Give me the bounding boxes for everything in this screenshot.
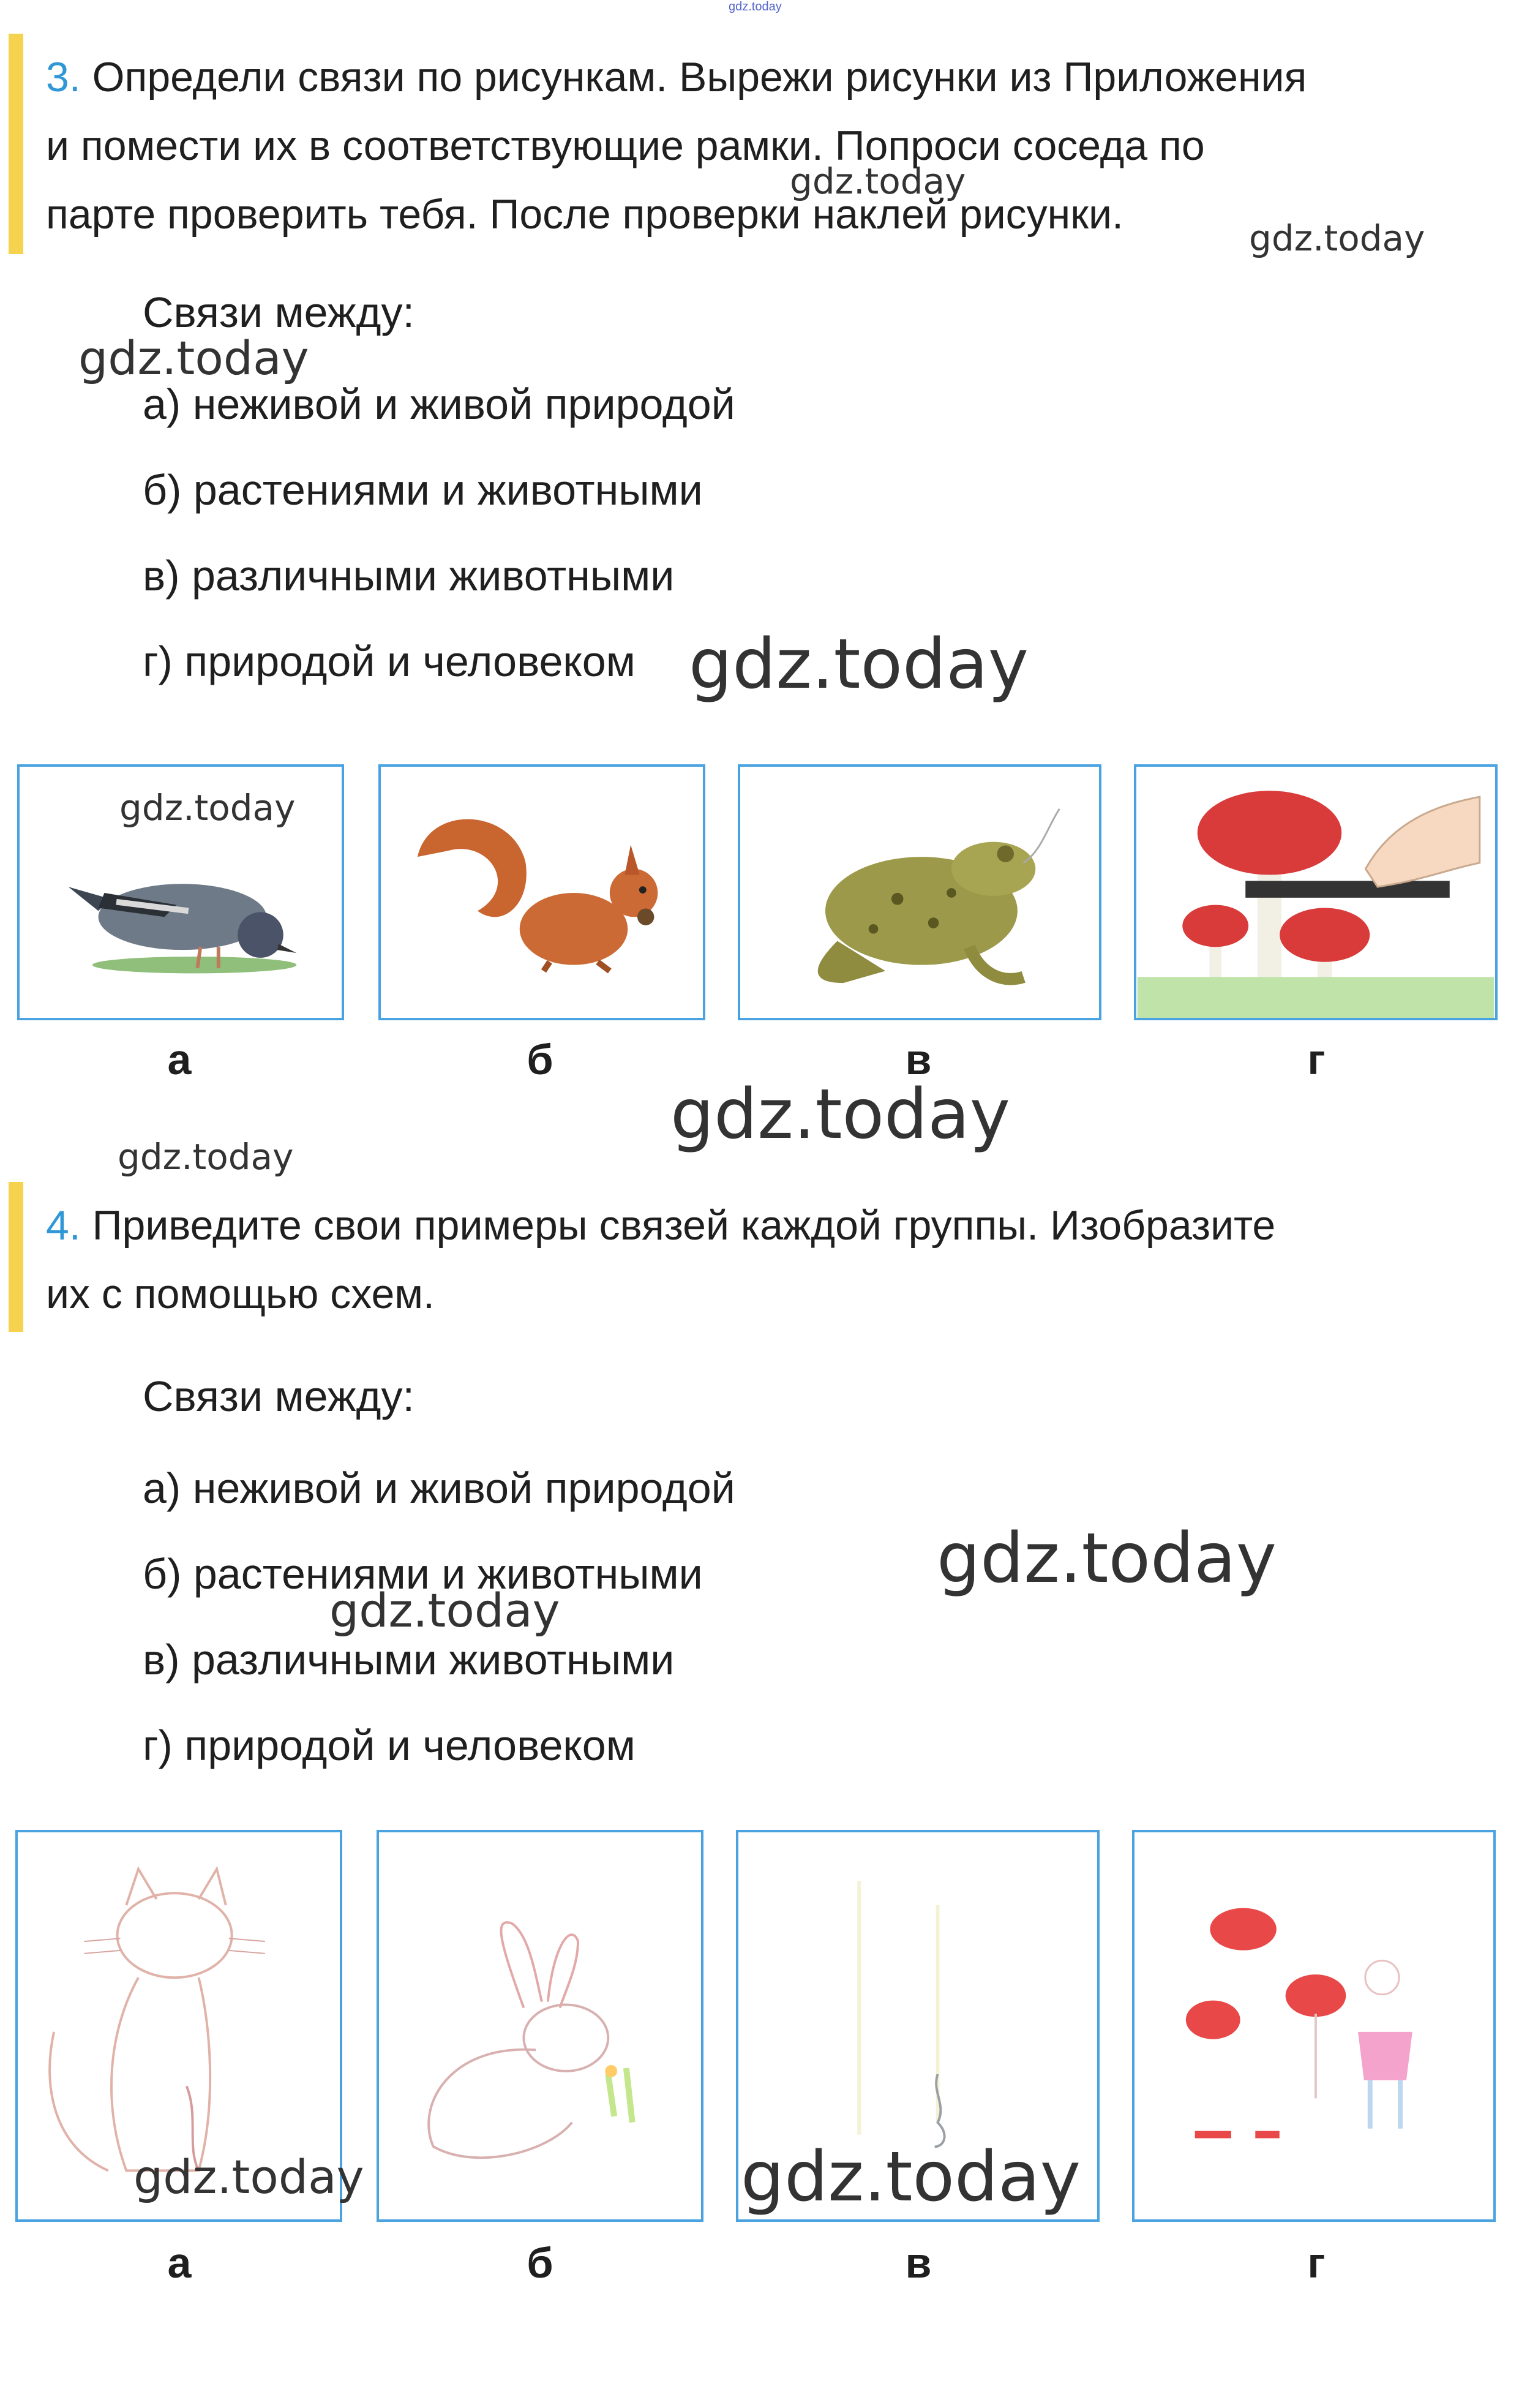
task4-line1: Приведите свои примеры связей каждой группы. Изобразите — [92, 1202, 1276, 1249]
frame-mushrooms — [1134, 764, 1498, 1020]
task3-line2: и помести их в соответствующие рамки. Попроси соседа по — [46, 122, 1205, 169]
watermark: gdz.today — [937, 1519, 1277, 1598]
task3-list-title: Связи между: — [143, 288, 414, 336]
frame-human-drawing — [1132, 1830, 1496, 2222]
task4-caption-b: б — [527, 2239, 553, 2287]
task4-item-b: б) растениями и животными — [143, 1550, 703, 1598]
task3-item-a: а) неживой и живой природой — [143, 380, 735, 428]
task3-number: 3. — [46, 54, 81, 100]
frame-frog — [738, 764, 1101, 1020]
task3-item-v: в) различными животными — [143, 552, 675, 600]
task4-item-a: а) неживой и живой природой — [143, 1464, 735, 1512]
task3-line1: Определи связи по рисункам. Вырежи рисунки из Приложения — [92, 54, 1307, 100]
mushrooms-image — [1136, 767, 1495, 1018]
watermark: gdz.today — [670, 1075, 1011, 1154]
task4-list-title: Связи между: — [143, 1372, 414, 1420]
task4-caption-a: а — [167, 2239, 192, 2287]
task3-item-g: г) природой и человеком — [143, 638, 636, 685]
watermark: gdz.today — [118, 1136, 294, 1178]
task4-accent-bar — [9, 1182, 23, 1332]
squirrel-image — [381, 767, 703, 1018]
watermark: gdz.today — [741, 2137, 1081, 2217]
task4-item-g: г) природой и человеком — [143, 1721, 636, 1769]
task3-accent-bar — [9, 34, 23, 254]
task4-caption-v: в — [905, 2239, 932, 2287]
frog-image — [740, 767, 1099, 1018]
task4-caption-g: г — [1307, 2239, 1326, 2287]
task3-item-b: б) растениями и животными — [143, 466, 703, 514]
watermark: gdz.today — [119, 787, 296, 829]
watermark: gdz.today — [790, 160, 966, 202]
human-mushrooms-drawing — [1135, 1832, 1493, 2219]
watermark: gdz.today — [689, 625, 1029, 704]
task3-caption-g: г — [1307, 1036, 1326, 1083]
header-watermark: gdz.today — [729, 0, 782, 13]
task4-item-v: в) различными животными — [143, 1636, 675, 1684]
task4-text — [46, 1191, 1466, 1328]
watermark: gdz.today — [1249, 217, 1425, 259]
watermark: gdz.today — [133, 2150, 364, 2204]
task3-caption-b: б — [527, 1036, 553, 1083]
frame-squirrel — [378, 764, 705, 1020]
task3-caption-a: а — [167, 1036, 192, 1083]
task4-number: 4. — [46, 1202, 81, 1249]
rabbit-drawing — [379, 1832, 701, 2219]
task3-caption-v: в — [905, 1036, 932, 1083]
watermark: gdz.today — [329, 1583, 560, 1638]
watermark: gdz.today — [78, 331, 309, 385]
task3-line3: парте проверить тебя. После проверки наклей рисунки. — [46, 191, 1123, 238]
task4-line2: их с помощью схем. — [46, 1271, 435, 1317]
frame-rabbit-drawing — [377, 1830, 703, 2222]
